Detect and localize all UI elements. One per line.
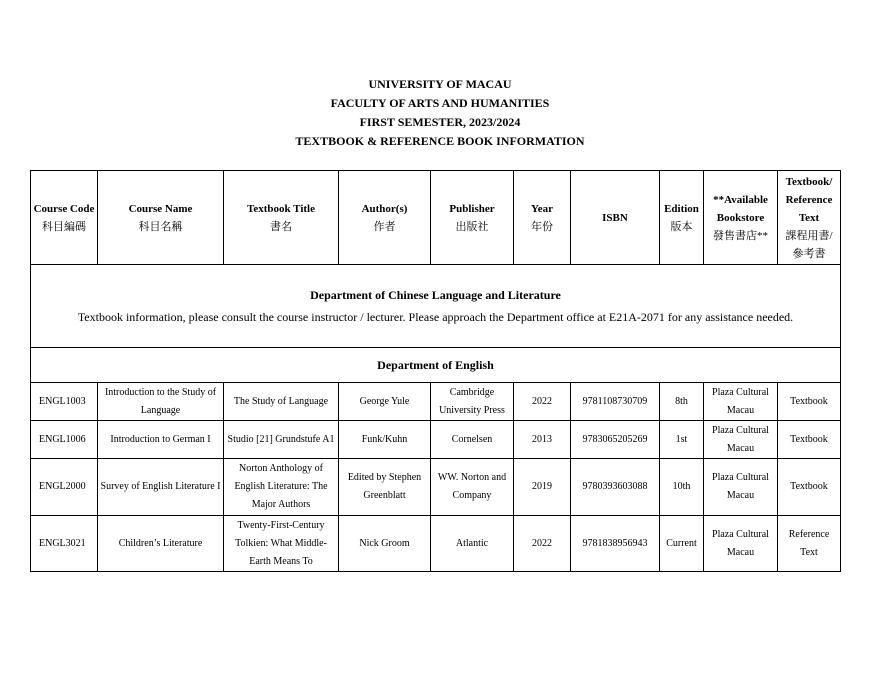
publisher: Cambridge University Press [431,383,514,421]
isbn: 9780393603088 [571,459,660,516]
dept-chinese-note: Textbook information, please consult the course instructor / lecturer. Please approach the Department office at E21A-2071 for any assistance needed. [77,310,794,324]
dept-chinese-row [31,265,841,348]
author: Nick Groom [339,516,431,572]
table-header-row [31,171,841,265]
col-course-code: Course Code 科目編碼 [31,171,98,265]
year: 2022 [514,383,571,421]
edition: 8th [660,383,704,421]
author: George Yule [339,383,431,421]
bookstore: Plaza Cultural Macau [704,459,778,516]
textbook-title: Studio [21] Grundstufe A1 [224,421,339,459]
book-type: Reference Text [778,516,841,572]
table-row [31,383,841,421]
author: Edited by Stephen Greenblatt [339,459,431,516]
col-publisher: Publisher 出版社 [431,171,514,265]
table-row [31,421,841,459]
col-bookstore: **Available Bookstore 發售書店** [704,171,778,265]
publisher: WW. Norton and Company [431,459,514,516]
university-name: UNIVERSITY OF MACAU [368,77,512,91]
year: 2022 [514,516,571,572]
course-name: Children’s Literature [98,516,224,572]
isbn: 9781838956943 [571,516,660,572]
col-textbook-title: Textbook Title 書名 [224,171,339,265]
course-code: ENGL3021 [31,516,98,572]
col-type: Textbook/ Reference Text 課程用書/參考書 [778,171,841,265]
col-isbn: ISBN [571,171,660,265]
year: 2019 [514,459,571,516]
textbook-title: Twenty-First-Century Tolkien: What Middle-Earth Means To [224,516,339,572]
author: Funk/Kuhn [339,421,431,459]
edition: Current [660,516,704,572]
table-row [31,459,841,516]
edition: 10th [660,459,704,516]
isbn: 9783065205269 [571,421,660,459]
publisher: Atlantic [431,516,514,572]
dept-english-row [31,348,841,383]
book-type: Textbook [778,459,841,516]
textbook-title: The Study of Language [224,383,339,421]
course-name: Introduction to the Study of Language [98,383,224,421]
year: 2013 [514,421,571,459]
publisher: Cornelsen [431,421,514,459]
course-code: ENGL1006 [31,421,98,459]
course-name: Survey of English Literature I [98,459,224,516]
course-code: ENGL1003 [31,383,98,421]
textbook-table [30,170,841,572]
faculty-name: FACULTY OF ARTS AND HUMANITIES [330,96,550,110]
dept-chinese-title: Department of Chinese Language and Literature [310,288,561,302]
course-name: Introduction to German I [98,421,224,459]
document-header [0,75,880,151]
edition: 1st [660,421,704,459]
col-authors: Author(s) 作者 [339,171,431,265]
col-year: Year 年份 [514,171,571,265]
semester: FIRST SEMESTER, 2023/2024 [359,115,521,129]
dept-english-title: Department of English [31,348,841,383]
document-title: TEXTBOOK & REFERENCE BOOK INFORMATION [295,134,585,148]
course-code: ENGL2000 [31,459,98,516]
col-course-name: Course Name 科目名稱 [98,171,224,265]
col-edition: Edition 版本 [660,171,704,265]
table-row [31,516,841,572]
book-type: Textbook [778,421,841,459]
textbook-title: Norton Anthology of English Literature: The Major Authors [224,459,339,516]
bookstore: Plaza Cultural Macau [704,383,778,421]
isbn: 9781108730709 [571,383,660,421]
bookstore: Plaza Cultural Macau [704,421,778,459]
bookstore: Plaza Cultural Macau [704,516,778,572]
book-type: Textbook [778,383,841,421]
